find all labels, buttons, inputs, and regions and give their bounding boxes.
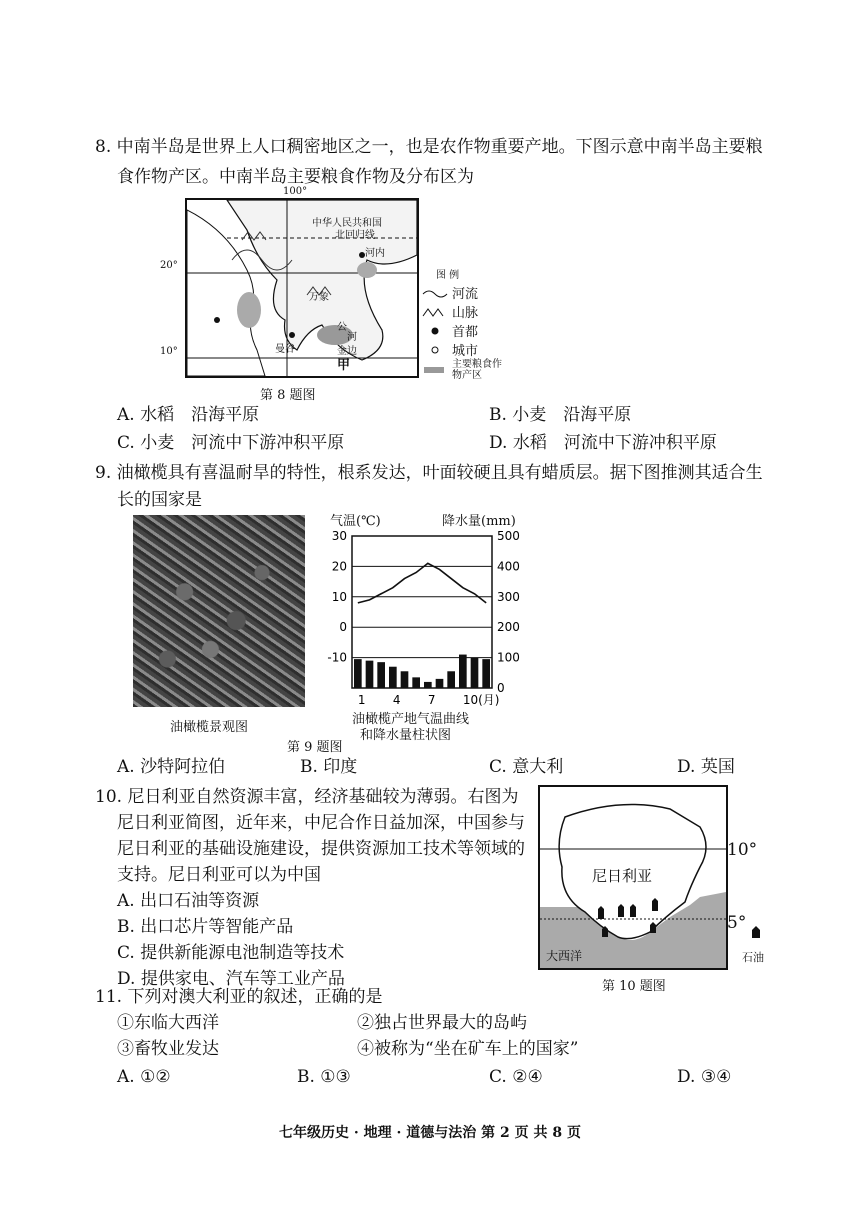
legend-crop-area: 主要粮食作物产区: [422, 359, 517, 381]
right-tick-label: 0: [497, 681, 505, 695]
precip-bar: [424, 682, 432, 688]
q11-option-d: D. ③④: [677, 1067, 732, 1087]
q8-map-frame: [185, 198, 419, 378]
q9-figure-caption: 第 9 题图: [287, 740, 343, 755]
right-tick-label: 300: [497, 589, 520, 604]
china-label: 中华人民共和国: [312, 218, 382, 229]
q10-option-d: D. 提供家电、汽车等工业产品: [117, 969, 345, 989]
q8-option-d: D. 水稻 河流中下游冲积平原: [489, 433, 717, 453]
precip-bar: [436, 679, 444, 688]
q9-option-a: A. 沙特阿拉伯: [117, 757, 226, 777]
lat10-label: 10°: [727, 840, 758, 860]
precip-bar: [389, 667, 397, 688]
q11-statement-2: ②独占世界最大的岛屿: [357, 1013, 527, 1033]
q8-stem-line2: 食作物产区。中南半岛主要粮食作物及分布区为: [117, 167, 474, 187]
q9-option-c: C. 意大利: [489, 757, 564, 777]
place-hanoi: 河内: [365, 248, 385, 259]
left-tick-label: 20: [331, 559, 347, 574]
climate-chart-svg: [322, 528, 532, 713]
legend-title: 图 例: [436, 270, 460, 281]
q8-caption: 第 8 题图: [260, 388, 316, 403]
q11-stem: 11. 下列对澳大利亚的叙述，正确的是: [95, 987, 383, 1007]
q11-option-c: C. ②④: [489, 1067, 543, 1087]
right-tick-label: 400: [497, 559, 520, 574]
olive-photo: [133, 515, 305, 707]
q9-stem-line1: 9. 油橄榄具有喜温耐旱的特性，根系发达，叶面较硬且具有蜡质层。据下图推测其适合生: [95, 463, 763, 483]
page-footer: 七年级历史 · 地理 · 道德与法治 第 2 页 共 8 页: [279, 1125, 581, 1141]
chart-left-title: 气温(℃): [330, 514, 381, 529]
city-icon: [422, 345, 448, 355]
place-he: 河: [347, 332, 357, 343]
q10-stem-2: 尼日利亚简图，近年来，中尼合作日益加深，中国参与: [117, 813, 525, 833]
tropic-label: 北回归线: [335, 230, 375, 241]
q8-legend: [422, 266, 517, 381]
q11-statement-4: ④被称为“坐在矿车上的国家”: [357, 1039, 579, 1059]
q8-option-a: A. 水稻 沿海平原: [117, 405, 260, 425]
precip-bar: [412, 677, 420, 688]
chart-caption-1: 油橄榄产地气温曲线: [352, 712, 470, 727]
precip-bar: [377, 662, 385, 688]
nigeria-map-frame: [538, 785, 728, 970]
oil-icon: [749, 925, 763, 939]
q8-stem-line1: 8. 中南半岛是世界上人口稠密地区之一，也是农作物重要产地。下图示意中南半岛主要粮: [95, 137, 763, 157]
place-bangkok: 曼谷: [275, 344, 295, 355]
x-tick-label: 10(月): [462, 693, 500, 707]
x-tick-label: 7: [427, 693, 436, 707]
q11-option-b: B. ①③: [297, 1067, 351, 1087]
q9-stem-line2: 长的国家是: [117, 490, 202, 510]
precip-bar: [459, 655, 467, 688]
chart-caption-2: 和降水量柱状图: [360, 728, 452, 743]
crop-area-icon: [422, 365, 448, 375]
q10-stem-4: 支持。尼日利亚可以为中国: [117, 865, 321, 885]
oil-legend-label: 石油: [742, 951, 764, 964]
precip-bar: [354, 659, 362, 688]
capital-icon: [422, 326, 448, 336]
precip-bar: [401, 671, 409, 688]
q10-stem-3: 尼日利亚的基础设施建设，提供资源加工技术等领域的: [117, 839, 525, 859]
map-lat10: 10°: [160, 346, 178, 357]
right-tick-label: 100: [497, 650, 520, 665]
x-tick-label: 4: [392, 693, 401, 707]
q10-option-b: B. 出口芯片等智能产品: [117, 917, 294, 937]
place-phnompenh: 金边: [337, 346, 357, 357]
q10-caption: 第 10 题图: [602, 979, 666, 994]
left-tick-label: 10: [331, 589, 347, 604]
left-tick-label: 0: [339, 620, 347, 635]
q8-map-figure: [160, 186, 520, 403]
precip-bar: [471, 658, 479, 688]
climate-chart: [322, 510, 532, 743]
indochina-map: [187, 200, 417, 376]
q10-map-figure: [538, 785, 778, 995]
legend-mountain: 山脉: [422, 302, 517, 321]
place-jia: 甲: [337, 358, 351, 373]
mountain-icon: [422, 307, 448, 317]
map-lat20: 20°: [160, 260, 178, 271]
right-tick-label: 500: [497, 529, 520, 543]
q10-option-c: C. 提供新能源电池制造等技术: [117, 943, 345, 963]
q8-option-b: B. 小麦 沿海平原: [489, 405, 632, 425]
river-icon: [422, 288, 448, 298]
map-lon-label: 100°: [283, 186, 308, 197]
legend-river: 河流: [422, 283, 517, 302]
atlantic-label: 大西洋: [546, 949, 583, 963]
legend-city: 城市: [422, 340, 517, 359]
precip-bar: [447, 671, 455, 688]
olive-photo-caption: 油橄榄景观图: [170, 720, 249, 735]
precip-bar: [366, 661, 374, 688]
x-tick-label: 1: [357, 693, 366, 707]
left-tick-label: -10: [327, 650, 347, 665]
q8-option-c: C. 小麦 河流中下游冲积平原: [117, 433, 345, 453]
place-gong: 公: [337, 322, 347, 333]
right-tick-label: 200: [497, 620, 520, 635]
q11-option-a: A. ①②: [117, 1067, 171, 1087]
q11-statement-1: ①东临大西洋: [117, 1013, 219, 1033]
nigeria-label: 尼日利亚: [592, 867, 653, 885]
q9-option-d: D. 英国: [677, 757, 735, 777]
chart-right-title: 降水量(mm): [442, 514, 516, 529]
precip-bar: [482, 659, 490, 688]
q10-option-a: A. 出口石油等资源: [117, 891, 260, 911]
left-tick-label: 30: [331, 529, 347, 543]
q9-option-b: B. 印度: [300, 757, 358, 777]
place-vientiane: 万象: [309, 292, 329, 303]
lat5-label: 5°: [727, 913, 747, 933]
q10-stem-1: 10. 尼日利亚自然资源丰富，经济基础较为薄弱。右图为: [95, 787, 519, 807]
q11-statement-3: ③畜牧业发达: [117, 1039, 219, 1059]
legend-capital: 首都: [422, 321, 517, 340]
